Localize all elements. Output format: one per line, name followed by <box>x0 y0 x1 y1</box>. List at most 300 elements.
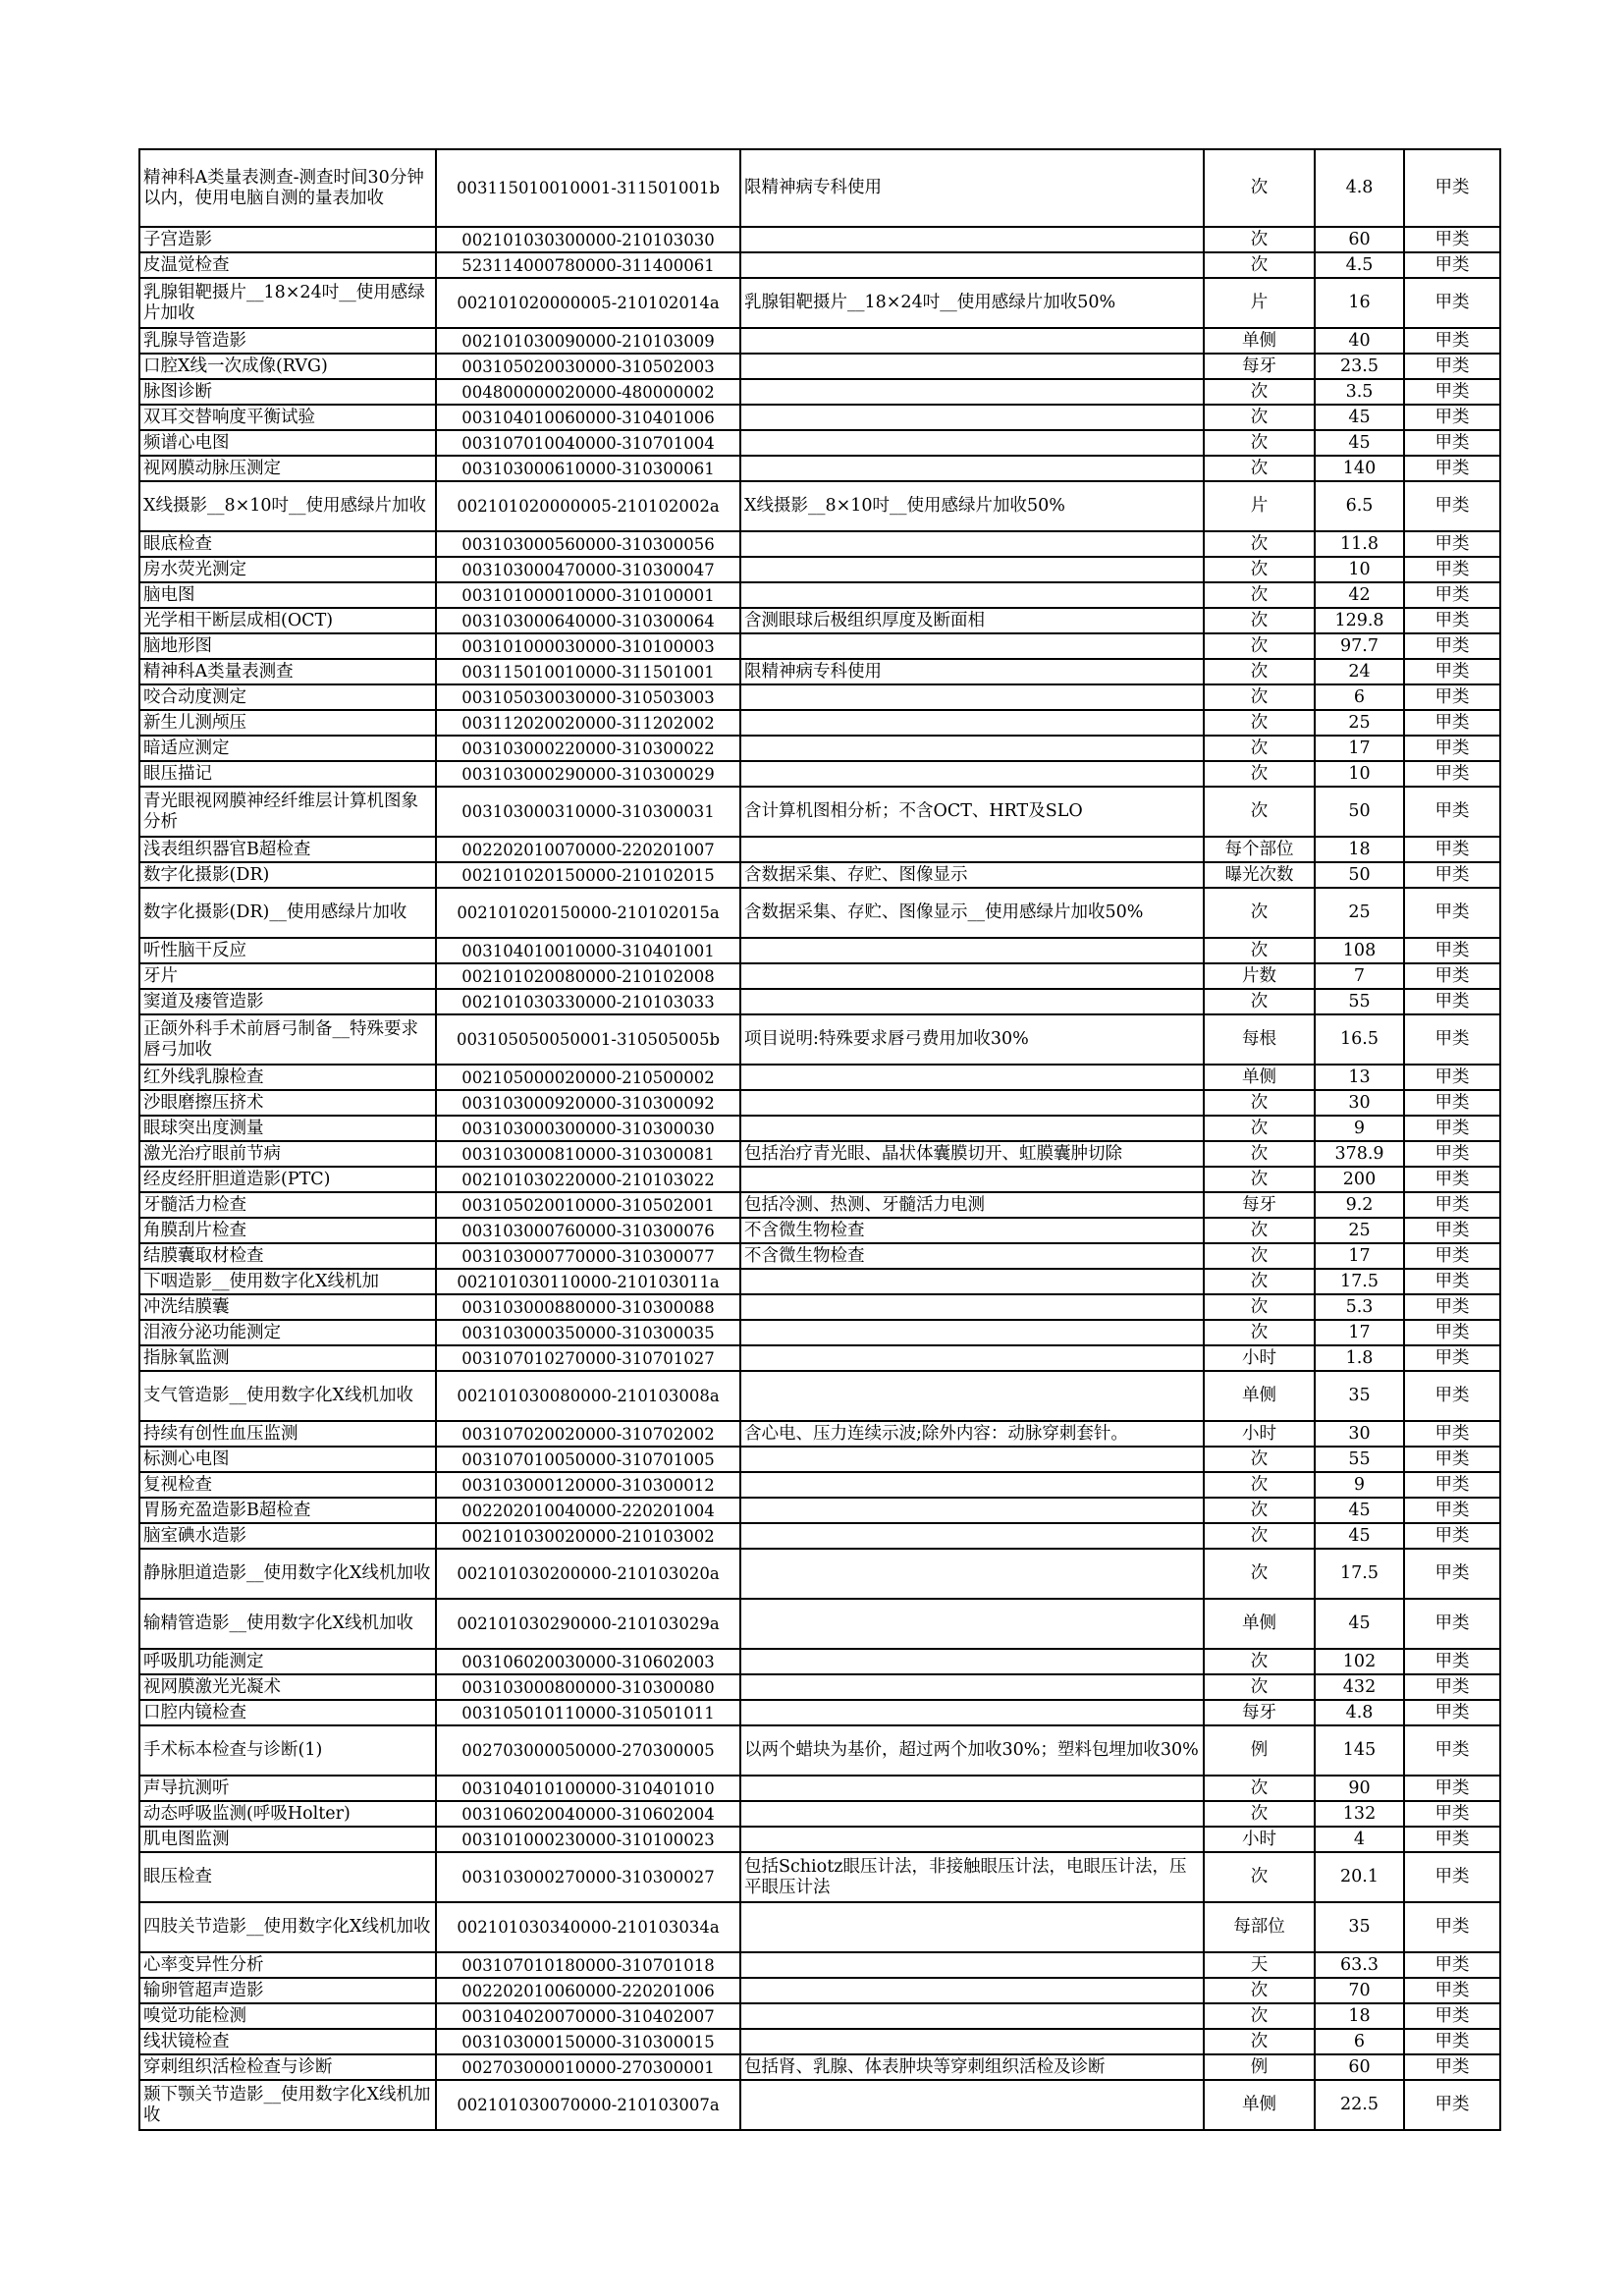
item-category-cell: 甲类 <box>1404 456 1500 481</box>
item-category-cell: 甲类 <box>1404 1371 1500 1421</box>
item-name-cell: 双耳交替响度平衡试验 <box>139 405 436 430</box>
item-category-cell: 甲类 <box>1404 1116 1500 1141</box>
item-note-cell <box>740 354 1204 379</box>
item-price-cell: 11.8 <box>1315 531 1404 557</box>
item-unit-cell: 每个部位 <box>1204 837 1315 862</box>
item-code-cell: 002101020080000-210102008 <box>436 963 740 989</box>
item-code-cell: 003104010100000-310401010 <box>436 1776 740 1801</box>
item-name-cell: 脉图诊断 <box>139 379 436 405</box>
table-row <box>139 1852 1500 1902</box>
item-code-cell: 003106020040000-310602004 <box>436 1801 740 1827</box>
item-code-cell: 003107010050000-310701005 <box>436 1447 740 1472</box>
item-note-cell <box>740 1549 1204 1599</box>
table-row <box>139 1320 1500 1345</box>
item-note-cell <box>740 1065 1204 1090</box>
item-note-cell <box>740 1776 1204 1801</box>
item-code-cell: 002703000050000-270300005 <box>436 1725 740 1776</box>
item-note-cell <box>740 938 1204 963</box>
item-code-cell: 003107010040000-310701004 <box>436 430 740 456</box>
item-code-cell: 003103000470000-310300047 <box>436 557 740 582</box>
item-unit-cell: 次 <box>1204 633 1315 659</box>
item-unit-cell: 小时 <box>1204 1345 1315 1371</box>
item-unit-cell: 每牙 <box>1204 1192 1315 1218</box>
table-row <box>139 1192 1500 1218</box>
item-price-cell: 22.5 <box>1315 2080 1404 2130</box>
item-category-cell: 甲类 <box>1404 1599 1500 1649</box>
item-note-cell <box>740 761 1204 787</box>
item-name-cell: 穿刺组织活检检查与诊断 <box>139 2054 436 2080</box>
item-note-cell <box>740 1523 1204 1549</box>
item-name-cell: 房水荧光测定 <box>139 557 436 582</box>
item-code-cell: 003103000220000-310300022 <box>436 736 740 761</box>
item-code-cell: 003107010270000-310701027 <box>436 1345 740 1371</box>
item-price-cell: 378.9 <box>1315 1141 1404 1167</box>
item-price-cell: 9 <box>1315 1472 1404 1498</box>
item-name-cell: 正颌外科手术前唇弓制备__特殊要求唇弓加收 <box>139 1014 436 1065</box>
item-note-cell <box>740 710 1204 736</box>
item-note-cell <box>740 1700 1204 1725</box>
item-code-cell: 003103000150000-310300015 <box>436 2029 740 2054</box>
item-code-cell: 003101000010000-310100001 <box>436 582 740 608</box>
item-code-cell: 003104010010000-310401001 <box>436 938 740 963</box>
item-name-cell: 浅表组织器官B超检查 <box>139 837 436 862</box>
item-code-cell: 002101030220000-210103022 <box>436 1167 740 1192</box>
item-category-cell: 甲类 <box>1404 2003 1500 2029</box>
item-note-cell <box>740 1952 1204 1978</box>
item-name-cell: 嗅觉功能检测 <box>139 2003 436 2029</box>
item-unit-cell: 次 <box>1204 1498 1315 1523</box>
item-note-cell <box>740 405 1204 430</box>
item-unit-cell: 次 <box>1204 736 1315 761</box>
item-code-cell: 002101030090000-210103009 <box>436 328 740 354</box>
item-price-cell: 145 <box>1315 1725 1404 1776</box>
item-code-cell: 003115010010000-311501001 <box>436 659 740 684</box>
item-code-cell: 003101000030000-310100003 <box>436 633 740 659</box>
item-name-cell: 手术标本检查与诊断(1) <box>139 1725 436 1776</box>
item-unit-cell: 每牙 <box>1204 1700 1315 1725</box>
item-note-cell: 包括冷测、热测、牙髓活力电测 <box>740 1192 1204 1218</box>
item-unit-cell: 次 <box>1204 710 1315 736</box>
item-unit-cell: 单侧 <box>1204 1371 1315 1421</box>
item-unit-cell: 单侧 <box>1204 1065 1315 1090</box>
item-unit-cell: 例 <box>1204 2054 1315 2080</box>
item-name-cell: 眼压描记 <box>139 761 436 787</box>
item-name-cell: 复视检查 <box>139 1472 436 1498</box>
item-unit-cell: 次 <box>1204 1320 1315 1345</box>
item-note-cell <box>740 1902 1204 1952</box>
item-category-cell: 甲类 <box>1404 481 1500 531</box>
table-row <box>139 278 1500 328</box>
item-name-cell: 牙片 <box>139 963 436 989</box>
item-note-cell: 包括治疗青光眼、晶状体囊膜切开、虹膜囊肿切除 <box>740 1141 1204 1167</box>
item-note-cell <box>740 963 1204 989</box>
item-code-cell: 002101030330000-210103033 <box>436 989 740 1014</box>
item-code-cell: 003105020030000-310502003 <box>436 354 740 379</box>
item-code-cell: 002202010060000-220201006 <box>436 1978 740 2003</box>
table-row <box>139 1801 1500 1827</box>
item-code-cell: 003103000270000-310300027 <box>436 1852 740 1902</box>
item-category-cell: 甲类 <box>1404 1167 1500 1192</box>
item-name-cell: 四肢关节造影__使用数字化X线机加收 <box>139 1902 436 1952</box>
item-note-cell <box>740 633 1204 659</box>
item-price-cell: 30 <box>1315 1421 1404 1447</box>
item-note-cell <box>740 1294 1204 1320</box>
item-price-cell: 30 <box>1315 1090 1404 1116</box>
item-note-cell <box>740 582 1204 608</box>
item-code-cell: 003103000350000-310300035 <box>436 1320 740 1345</box>
item-name-cell: 动态呼吸监测(呼吸Holter) <box>139 1801 436 1827</box>
item-unit-cell: 小时 <box>1204 1421 1315 1447</box>
item-category-cell: 甲类 <box>1404 1801 1500 1827</box>
table-row <box>139 1065 1500 1090</box>
item-unit-cell: 次 <box>1204 531 1315 557</box>
item-category-cell: 甲类 <box>1404 252 1500 278</box>
table-row <box>139 2080 1500 2130</box>
item-price-cell: 18 <box>1315 837 1404 862</box>
item-name-cell: 线状镜检查 <box>139 2029 436 2054</box>
item-code-cell: 003104020070000-310402007 <box>436 2003 740 2029</box>
item-unit-cell: 小时 <box>1204 1827 1315 1852</box>
table-row <box>139 354 1500 379</box>
table-row <box>139 888 1500 938</box>
item-category-cell: 甲类 <box>1404 1345 1500 1371</box>
item-unit-cell: 次 <box>1204 989 1315 1014</box>
item-note-cell <box>740 2003 1204 2029</box>
item-category-cell: 甲类 <box>1404 1014 1500 1065</box>
item-note-cell <box>740 736 1204 761</box>
item-note-cell: 限精神病专科使用 <box>740 659 1204 684</box>
item-code-cell: 002101020150000-210102015 <box>436 862 740 888</box>
item-code-cell: 003105020010000-310502001 <box>436 1192 740 1218</box>
item-name-cell: 乳腺钼靶摄片__18×24吋__使用感绿片加收 <box>139 278 436 328</box>
item-price-cell: 432 <box>1315 1674 1404 1700</box>
item-price-cell: 23.5 <box>1315 354 1404 379</box>
item-category-cell: 甲类 <box>1404 989 1500 1014</box>
item-note-cell <box>740 2080 1204 2130</box>
item-code-cell: 003101000230000-310100023 <box>436 1827 740 1852</box>
table-row <box>139 1269 1500 1294</box>
item-unit-cell: 天 <box>1204 1952 1315 1978</box>
item-price-cell: 45 <box>1315 1498 1404 1523</box>
item-name-cell: 精神科A类量表测查 <box>139 659 436 684</box>
item-code-cell: 002105000020000-210500002 <box>436 1065 740 1090</box>
item-name-cell: 持续有创性血压监测 <box>139 1421 436 1447</box>
item-code-cell: 002101020000005-210102002a <box>436 481 740 531</box>
item-name-cell: 听性脑干反应 <box>139 938 436 963</box>
item-code-cell: 002101030290000-210103029a <box>436 1599 740 1649</box>
table-row <box>139 1116 1500 1141</box>
item-price-cell: 17 <box>1315 1243 1404 1269</box>
item-note-cell: 限精神病专科使用 <box>740 149 1204 227</box>
item-price-cell: 4.5 <box>1315 252 1404 278</box>
table-row <box>139 1599 1500 1649</box>
item-code-cell: 002703000010000-270300001 <box>436 2054 740 2080</box>
item-price-cell: 16 <box>1315 278 1404 328</box>
item-category-cell: 甲类 <box>1404 1549 1500 1599</box>
item-note-cell <box>740 1649 1204 1674</box>
table-row <box>139 1345 1500 1371</box>
item-unit-cell: 次 <box>1204 1852 1315 1902</box>
table-row <box>139 1498 1500 1523</box>
item-unit-cell: 次 <box>1204 761 1315 787</box>
item-note-cell <box>740 531 1204 557</box>
item-note-cell <box>740 1447 1204 1472</box>
item-code-cell: 003103000800000-310300080 <box>436 1674 740 1700</box>
item-code-cell: 003107020020000-310702002 <box>436 1421 740 1447</box>
item-code-cell: 003103000920000-310300092 <box>436 1090 740 1116</box>
item-name-cell: 视网膜激光光凝术 <box>139 1674 436 1700</box>
item-code-cell: 003112020020000-311202002 <box>436 710 740 736</box>
item-price-cell: 17 <box>1315 736 1404 761</box>
item-note-cell <box>740 1827 1204 1852</box>
item-note-cell: 项目说明:特殊要求唇弓费用加收30% <box>740 1014 1204 1065</box>
item-note-cell <box>740 1167 1204 1192</box>
item-note-cell: 含测眼球后极组织厚度及断面相 <box>740 608 1204 633</box>
item-category-cell: 甲类 <box>1404 787 1500 837</box>
item-name-cell: 牙髓活力检查 <box>139 1192 436 1218</box>
item-unit-cell: 次 <box>1204 582 1315 608</box>
item-price-cell: 17.5 <box>1315 1269 1404 1294</box>
item-price-cell: 10 <box>1315 761 1404 787</box>
item-note-cell <box>740 1472 1204 1498</box>
item-unit-cell: 单侧 <box>1204 2080 1315 2130</box>
table-row <box>139 862 1500 888</box>
item-price-cell: 108 <box>1315 938 1404 963</box>
table-row <box>139 1700 1500 1725</box>
item-code-cell: 003115010010001-311501001b <box>436 149 740 227</box>
item-code-cell: 003105010110000-310501011 <box>436 1700 740 1725</box>
item-unit-cell: 次 <box>1204 405 1315 430</box>
item-unit-cell: 次 <box>1204 456 1315 481</box>
item-name-cell: 输精管造影__使用数字化X线机加收 <box>139 1599 436 1649</box>
item-price-cell: 6.5 <box>1315 481 1404 531</box>
item-name-cell: 沙眼磨擦压挤术 <box>139 1090 436 1116</box>
item-note-cell: 以两个蜡块为基价，超过两个加收30%；塑料包埋加收30% <box>740 1725 1204 1776</box>
item-name-cell: 指脉氧监测 <box>139 1345 436 1371</box>
item-note-cell <box>740 1674 1204 1700</box>
item-category-cell: 甲类 <box>1404 1218 1500 1243</box>
item-name-cell: 窦道及瘘管造影 <box>139 989 436 1014</box>
item-price-cell: 50 <box>1315 862 1404 888</box>
item-unit-cell: 每部位 <box>1204 1902 1315 1952</box>
item-price-cell: 35 <box>1315 1371 1404 1421</box>
item-price-cell: 5.3 <box>1315 1294 1404 1320</box>
item-category-cell: 甲类 <box>1404 659 1500 684</box>
item-name-cell: 脑电图 <box>139 582 436 608</box>
item-unit-cell: 次 <box>1204 1801 1315 1827</box>
item-name-cell: 新生儿测颅压 <box>139 710 436 736</box>
item-name-cell: 激光治疗眼前节病 <box>139 1141 436 1167</box>
item-price-cell: 97.7 <box>1315 633 1404 659</box>
item-name-cell: 脑室碘水造影 <box>139 1523 436 1549</box>
table-row <box>139 1090 1500 1116</box>
item-name-cell: 经皮经肝胆道造影(PTC) <box>139 1167 436 1192</box>
table-row <box>139 2029 1500 2054</box>
item-unit-cell: 次 <box>1204 1243 1315 1269</box>
item-category-cell: 甲类 <box>1404 1090 1500 1116</box>
table-row <box>139 684 1500 710</box>
item-note-cell <box>740 227 1204 252</box>
item-unit-cell: 次 <box>1204 2029 1315 2054</box>
item-code-cell: 003103000640000-310300064 <box>436 608 740 633</box>
item-category-cell: 甲类 <box>1404 354 1500 379</box>
item-category-cell: 甲类 <box>1404 938 1500 963</box>
item-category-cell: 甲类 <box>1404 736 1500 761</box>
item-code-cell: 003105050050001-310505005b <box>436 1014 740 1065</box>
item-price-cell: 90 <box>1315 1776 1404 1801</box>
item-price-cell: 16.5 <box>1315 1014 1404 1065</box>
item-code-cell: 003103000770000-310300077 <box>436 1243 740 1269</box>
item-code-cell: 003103000310000-310300031 <box>436 787 740 837</box>
item-name-cell: 下咽造影__使用数字化X线机加 <box>139 1269 436 1294</box>
item-note-cell <box>740 379 1204 405</box>
item-price-cell: 6 <box>1315 684 1404 710</box>
item-price-cell: 140 <box>1315 456 1404 481</box>
item-unit-cell: 次 <box>1204 888 1315 938</box>
table-row <box>139 1447 1500 1472</box>
item-name-cell: 精神科A类量表测查-测查时间30分钟以内，使用电脑自测的量表加收 <box>139 149 436 227</box>
item-unit-cell: 次 <box>1204 1218 1315 1243</box>
item-unit-cell: 单侧 <box>1204 328 1315 354</box>
item-category-cell: 甲类 <box>1404 2054 1500 2080</box>
table-row <box>139 1776 1500 1801</box>
item-unit-cell: 次 <box>1204 1978 1315 2003</box>
item-name-cell: 结膜囊取材检查 <box>139 1243 436 1269</box>
item-category-cell: 甲类 <box>1404 1978 1500 2003</box>
item-unit-cell: 次 <box>1204 1447 1315 1472</box>
item-note-cell <box>740 1269 1204 1294</box>
item-note-cell: 含计算机图相分析；不含OCT、HRT及SLO <box>740 787 1204 837</box>
item-code-cell: 002101020150000-210102015a <box>436 888 740 938</box>
item-price-cell: 25 <box>1315 1218 1404 1243</box>
table-row <box>139 963 1500 989</box>
item-note-cell <box>740 1090 1204 1116</box>
item-name-cell: 呼吸肌功能测定 <box>139 1649 436 1674</box>
item-note-cell: 乳腺钼靶摄片__18×24吋__使用感绿片加收50% <box>740 278 1204 328</box>
item-unit-cell: 次 <box>1204 608 1315 633</box>
item-category-cell: 甲类 <box>1404 1472 1500 1498</box>
table-row <box>139 1674 1500 1700</box>
item-category-cell: 甲类 <box>1404 1902 1500 1952</box>
table-row <box>139 149 1500 227</box>
item-code-cell: 002101030020000-210103002 <box>436 1523 740 1549</box>
item-price-cell: 60 <box>1315 227 1404 252</box>
item-code-cell: 003103000560000-310300056 <box>436 531 740 557</box>
item-category-cell: 甲类 <box>1404 1447 1500 1472</box>
item-note-cell <box>740 2029 1204 2054</box>
item-note-cell: 不含微生物检查 <box>740 1218 1204 1243</box>
item-unit-cell: 次 <box>1204 1141 1315 1167</box>
table-row <box>139 1167 1500 1192</box>
item-price-cell: 45 <box>1315 405 1404 430</box>
item-name-cell: 口腔内镜检查 <box>139 1700 436 1725</box>
item-price-cell: 70 <box>1315 1978 1404 2003</box>
item-category-cell: 甲类 <box>1404 1498 1500 1523</box>
item-note-cell: 包括Schiotz眼压计法，非接触眼压计法，电眼压计法，压平眼压计法 <box>740 1852 1204 1902</box>
item-category-cell: 甲类 <box>1404 557 1500 582</box>
table-row <box>139 2054 1500 2080</box>
item-unit-cell: 每牙 <box>1204 354 1315 379</box>
table-row <box>139 252 1500 278</box>
item-code-cell: 003104010060000-310401006 <box>436 405 740 430</box>
item-note-cell <box>740 557 1204 582</box>
item-note-cell <box>740 456 1204 481</box>
item-note-cell: X线摄影__8×10吋__使用感绿片加收50% <box>740 481 1204 531</box>
item-name-cell: 静脉胆道造影__使用数字化X线机加收 <box>139 1549 436 1599</box>
item-unit-cell: 次 <box>1204 1116 1315 1141</box>
item-note-cell: 含数据采集、存贮、图像显示 <box>740 862 1204 888</box>
item-code-cell: 002202010070000-220201007 <box>436 837 740 862</box>
table-row <box>139 633 1500 659</box>
table-row <box>139 710 1500 736</box>
table-row <box>139 1014 1500 1065</box>
item-name-cell: 声导抗测听 <box>139 1776 436 1801</box>
item-price-cell: 50 <box>1315 787 1404 837</box>
item-category-cell: 甲类 <box>1404 1065 1500 1090</box>
item-price-cell: 3.5 <box>1315 379 1404 405</box>
table-row <box>139 1649 1500 1674</box>
table-row <box>139 761 1500 787</box>
item-unit-cell: 曝光次数 <box>1204 862 1315 888</box>
item-category-cell: 甲类 <box>1404 379 1500 405</box>
item-name-cell: 视网膜动脉压测定 <box>139 456 436 481</box>
item-unit-cell: 次 <box>1204 1674 1315 1700</box>
item-category-cell: 甲类 <box>1404 1649 1500 1674</box>
item-category-cell: 甲类 <box>1404 149 1500 227</box>
item-name-cell: 皮温觉检查 <box>139 252 436 278</box>
item-category-cell: 甲类 <box>1404 1725 1500 1776</box>
table-row <box>139 1952 1500 1978</box>
item-name-cell: 暗适应测定 <box>139 736 436 761</box>
item-price-cell: 132 <box>1315 1801 1404 1827</box>
item-name-cell: 眼压检查 <box>139 1852 436 1902</box>
item-price-cell: 9 <box>1315 1116 1404 1141</box>
item-note-cell <box>740 989 1204 1014</box>
item-code-cell: 523114000780000-311400061 <box>436 252 740 278</box>
item-category-cell: 甲类 <box>1404 1952 1500 1978</box>
item-code-cell: 003103000810000-310300081 <box>436 1141 740 1167</box>
item-unit-cell: 次 <box>1204 2003 1315 2029</box>
item-note-cell <box>740 430 1204 456</box>
item-price-cell: 17 <box>1315 1320 1404 1345</box>
item-category-cell: 甲类 <box>1404 1827 1500 1852</box>
item-name-cell: 肌电图监测 <box>139 1827 436 1852</box>
table-row <box>139 328 1500 354</box>
item-price-cell: 63.3 <box>1315 1952 1404 1978</box>
item-category-cell: 甲类 <box>1404 1776 1500 1801</box>
table-row <box>139 787 1500 837</box>
table-row <box>139 456 1500 481</box>
item-code-cell: 004800000020000-480000002 <box>436 379 740 405</box>
item-price-cell: 7 <box>1315 963 1404 989</box>
item-name-cell: 泪液分泌功能测定 <box>139 1320 436 1345</box>
item-unit-cell: 次 <box>1204 1649 1315 1674</box>
item-name-cell: 颞下颚关节造影__使用数字化X线机加收 <box>139 2080 436 2130</box>
item-category-cell: 甲类 <box>1404 430 1500 456</box>
item-code-cell: 002202010040000-220201004 <box>436 1498 740 1523</box>
item-category-cell: 甲类 <box>1404 633 1500 659</box>
item-category-cell: 甲类 <box>1404 888 1500 938</box>
table-row <box>139 1218 1500 1243</box>
item-name-cell: 红外线乳腺检查 <box>139 1065 436 1090</box>
item-code-cell: 003103000760000-310300076 <box>436 1218 740 1243</box>
table-row <box>139 557 1500 582</box>
item-code-cell: 002101030340000-210103034a <box>436 1902 740 1952</box>
item-price-cell: 55 <box>1315 1447 1404 1472</box>
item-price-cell: 24 <box>1315 659 1404 684</box>
item-unit-cell: 次 <box>1204 149 1315 227</box>
table-row <box>139 1294 1500 1320</box>
